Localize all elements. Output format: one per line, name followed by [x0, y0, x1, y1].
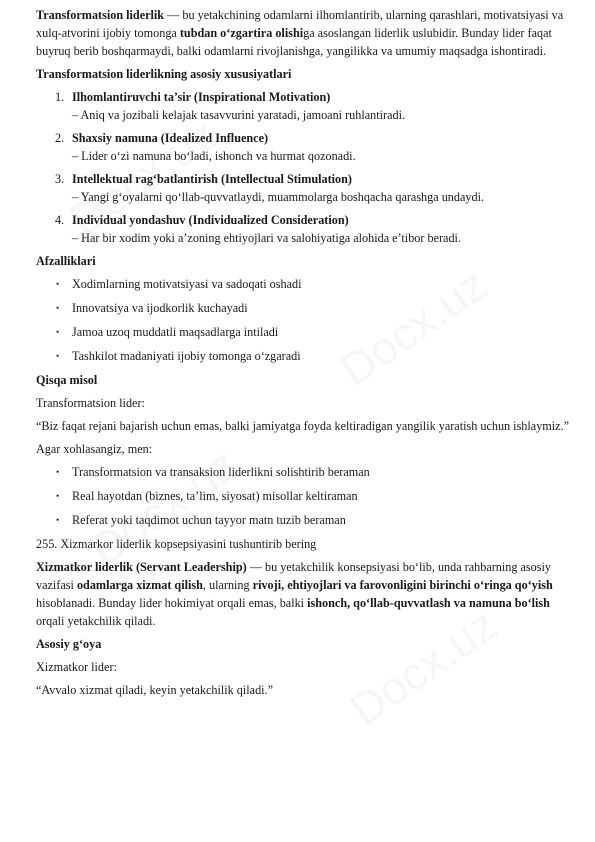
intro-term: Transformatsion liderlik: [36, 8, 165, 22]
feature-title: Intellektual rag‘batlantirish (Intellectual Stimulation): [72, 172, 352, 186]
servant-text-1: — bu yetakchilik konsepsiyasi bo‘lib, unda rahbarning asosiy vazifasi: [36, 560, 551, 592]
advantage-text: Jamoa uzoq muddatli maqsadlarga intiladi: [72, 325, 279, 339]
feature-description: – Aniq va jozibali kelajak tasavvurini yaratadi, jamoani ruhlantiradi.: [72, 108, 406, 122]
bullet-icon: •: [56, 279, 60, 289]
example-quote: “Biz faqat rejani bajarish uchun emas, balki jamiyatga foyda keltiradigan yangilik yaratish uchun ishlaymiz.”: [36, 419, 570, 433]
feature-number: 2.: [55, 131, 65, 145]
features-list: [36, 88, 574, 247]
option-item: [36, 511, 574, 529]
idea-heading: Asosiy g‘oya: [36, 637, 102, 651]
feature-description: – Lider o‘zi namuna bo‘ladi, ishonch va hurmat qozonadi.: [72, 149, 356, 163]
feature-item: [36, 129, 574, 165]
features-heading: Transformatsion liderlikning asosiy xususiyatlari: [36, 67, 292, 81]
feature-title: Shaxsiy namuna (Idealized Influence): [72, 131, 269, 145]
feature-number: 3.: [55, 172, 65, 186]
advantage-text: Tashkilot madaniyati ijobiy tomonga o‘zgaradi: [72, 349, 301, 363]
servant-emphasis-2: rivoji, ehtiyojlari va farovonligini birinchi o‘ringa qo‘yish: [252, 578, 553, 592]
bullet-icon: •: [56, 491, 60, 501]
advantage-text: Innovatsiya va ijodkorlik kuchayadi: [72, 301, 248, 315]
advantages-list: [36, 275, 574, 365]
feature-number: 1.: [55, 90, 65, 104]
servant-definition: [36, 558, 574, 630]
idea-line: Xizmatkor lider:: [36, 660, 117, 674]
advantage-item: [36, 347, 574, 365]
option-text: Referat yoki taqdimot uchun tayyor matn tuzib beraman: [72, 513, 346, 527]
advantage-item: [36, 299, 574, 317]
advantages-heading: Afzalliklari: [36, 254, 96, 268]
intro-text-1: — bu yetakchining odamlarni ilhomlantirib, ularning qarashlari, motivatsiyasi va xulq-atvorini ijobiy tomonga: [36, 8, 564, 40]
example-line: Transformatsion lider:: [36, 396, 145, 410]
servant-text-2: , ularning: [202, 578, 253, 592]
idea-quote: “Avvalo xizmat qiladi, keyin yetakchilik qiladi.”: [36, 683, 274, 697]
option-text: Real hayotdan (biznes, ta’lim, siyosat) misollar keltiraman: [72, 489, 358, 503]
advantage-item: [36, 275, 574, 293]
feature-description: – Yangi g‘oyalarni qo‘llab-quvvatlaydi, muammolarga boshqacha qarashga undaydi.: [72, 190, 485, 204]
bullet-icon: •: [56, 303, 60, 313]
intro-text-2: ga asoslangan liderlik uslubidir. Bunday lider faqat buyruq berib boshqarmaydi, balki odamlarni rivojlanishga, yangilikka va umumiy maqsadga ishontiradi.: [36, 26, 552, 58]
offer-line: Agar xohlasangiz, men:: [36, 442, 153, 456]
bullet-icon: •: [56, 467, 60, 477]
intro-emphasis: tubdan o‘zgartira olishi: [179, 26, 304, 40]
option-item: [36, 463, 574, 481]
servant-emphasis-1: odamlarga xizmat qilish: [76, 578, 203, 592]
servant-text-3: hisoblanadi. Bunday lider hokimiyat orqali emas, balki: [36, 596, 308, 610]
example-heading: Qisqa misol: [36, 373, 98, 387]
advantage-text: Xodimlarning motivatsiyasi va sadoqati oshadi: [72, 277, 302, 291]
feature-description: – Har bir xodim yoki a’zoning ehtiyojlari va salohiyatiga alohida e’tibor beradi.: [72, 231, 461, 245]
intro-paragraph: [36, 6, 574, 60]
options-list: [36, 463, 574, 529]
bullet-icon: •: [56, 515, 60, 525]
question-line: 255. Xizmarkor liderlik kopsepsiyasini tushuntirib bering: [36, 537, 317, 551]
servant-text-4: orqali yetakchilik qiladi.: [36, 614, 156, 628]
option-item: [36, 487, 574, 505]
feature-number: 4.: [55, 213, 65, 227]
bullet-icon: •: [56, 327, 60, 337]
feature-title: Individual yondashuv (Individualized Consideration): [72, 213, 349, 227]
servant-emphasis-3: ishonch, qo‘llab-quvvatlash va namuna bo‘lish: [307, 596, 550, 610]
advantage-item: [36, 323, 574, 341]
bullet-icon: •: [56, 351, 60, 361]
feature-item: [36, 211, 574, 247]
document-page: [36, 6, 574, 704]
option-text: Transformatsion va transaksion liderlikni solishtirib beraman: [72, 465, 370, 479]
servant-term: Xizmatkor liderlik (Servant Leadership): [36, 560, 247, 574]
feature-title: Ilhomlantiruvchi ta’sir (Inspirational Motivation): [72, 90, 331, 104]
feature-item: [36, 88, 574, 124]
feature-item: [36, 170, 574, 206]
